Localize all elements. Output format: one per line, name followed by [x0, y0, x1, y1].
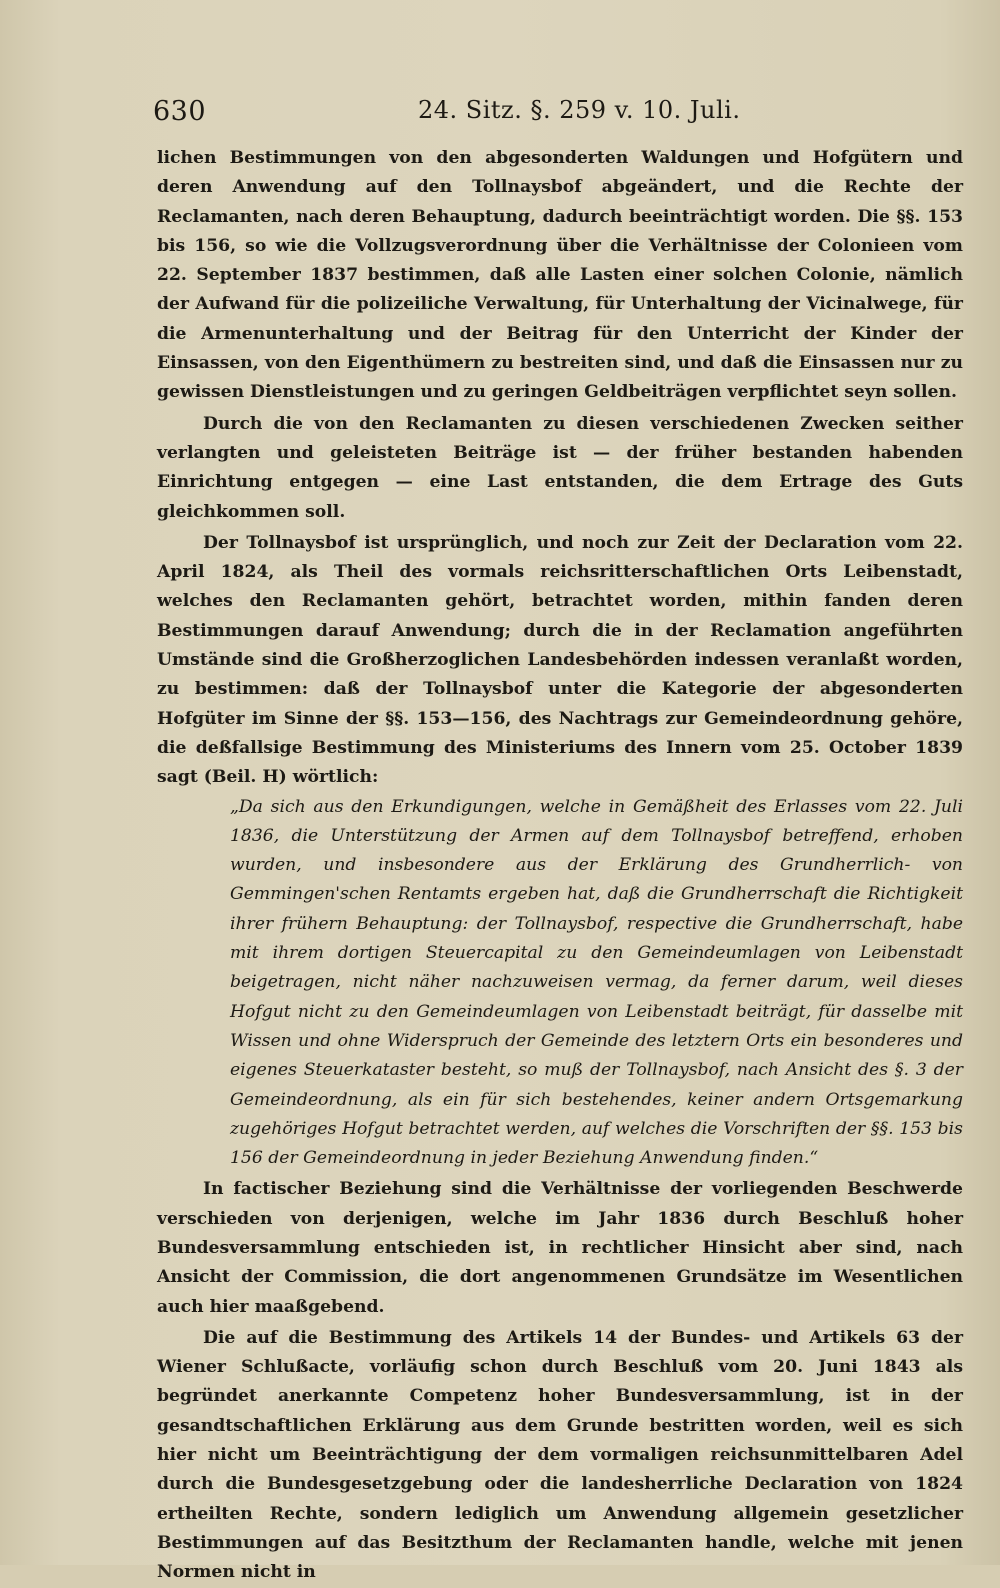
paragraph-5: Die auf die Bestimmung des Artikels 14 der Bundes- und Artikels 63 der Wiener Schlußacte, vorläufig schon durch Beschluß vom 20. Juni 1843 als begründet anerkannte Competenz hoher Bundesversammlung, ist in der gesandtschaftlichen Erklärung aus dem Grunde bestritten worden, weil es sich hier nicht um Beeinträchtigung der dem vormaligen reichsunmittelbaren Adel durch die Bundesgesetzgebung oder die landesherrliche Declaration von 1824 ertheilten Rechte, sondern lediglich um Anwendung allgemein gesetzlicher Bestimmungen auf das Besitzthum der Reclamanten handle, welche mit jenen Normen nicht in [157, 1327, 963, 1583]
paragraph-1: lichen Bestimmungen von den abgesonderten Waldungen und Hofgütern und deren Anwendung auf den Tollnaysbof abgeändert, und die Rechte der Reclamanten, nach deren Behauptung, dadurch beeinträchtigt worden. Die §§. 153 bis 156, so wie die Vollzugsverordnung über die Verhältnisse der Colonieen vom 22. September 1837 bestimmen, daß alle Lasten einer solchen Colonie, nämlich der Aufwand für die polizeiliche Verwaltung, für Unterhaltung der Vicinalwege, für die Armenunterhaltung und der Beitrag für den Unterricht der Kinder der Einsassen, von den Eigenthümern zu bestreiten sind, und daß die Einsassen nur zu gewissen Dienstleistungen und zu geringen Geldbeiträgen verpflichtet seyn sollen. [157, 148, 963, 403]
body-text [157, 144, 963, 1588]
paragraph-4: In factischer Beziehung sind die Verhältnisse der vorliegenden Beschwerde verschieden von derjenigen, welche im Jahr 1836 durch Beschluß hoher Bundesversammlung entschieden ist, in rechtlicher Hinsicht aber sind, nach Ansicht der Commission, die dort angenommenen Grundsätze im Wesentlichen auch hier maaßgebend. [157, 1179, 963, 1317]
page-header [153, 92, 965, 132]
paragraph-2: Durch die von den Reclamanten zu diesen verschiedenen Zwecken seither verlangten und geleisteten Beiträge ist — der früher bestanden habenden Einrichtung entgegen — eine Last entstanden, die dem Ertrage des Guts gleichkommen soll. [157, 413, 963, 522]
page-number: 630 [153, 96, 207, 127]
quoted-decision: „Da sich aus den Erkundigungen, welche in Gemäßheit des Erlasses vom 22. Juli 1836, die Unterstützung der Armen auf dem Tollnaysbof betreffend, erhoben wurden, und insbesondere aus der Erklärung des Grundherrlich- von Gemmingen'schen Rentamts ergeben hat, daß die Grundherrschaft die Richtigkeit ihrer frühern Behauptung: der Tollnaysbof, respective die Grundherrschaft, habe mit ihrem dortigen Steuercapital zu den Gemeindeumlagen von Leibenstadt beigetragen, nicht näher nachzuweisen vermag, da ferner darum, weil dieses Hofgut nicht zu den Gemeindeumlagen von Leibenstadt beiträgt, für dasselbe mit Wissen und ohne Widerspruch der Gemeinde des letztern Orts ein besonderes und eigenes Steuerkataster besteht, so muß der Tollnaysbof, nach Ansicht des §. 3 der Gemeindeordnung, als ein für sich bestehendes, keiner andern Ortsgemarkung zugehöriges Hofgut betrachtet werden, auf welches die Vorschriften der §§. 153 bis 156 der Gemeindeordnung in jeder Beziehung Anwendung finden.“ [230, 796, 963, 1169]
block-quote [230, 793, 963, 1174]
running-head: 24. Sitz. §. 259 v. 10. Juli. [418, 96, 741, 124]
paragraph-3: Der Tollnaysbof ist ursprünglich, und noch zur Zeit der Declaration vom 22. April 1824, als Theil des vormals reichsritterschaftlichen Orts Leibenstadt, welches den Reclamanten gehört, betrachtet worden, mithin fanden deren Bestimmungen darauf Anwendung; durch die in der Reclamation angeführten Umstände sind die Großherzoglichen Landesbehörden indessen veranlaßt worden, zu bestimmen: daß der Tollnaysbof unter die Kategorie der abgesonderten Hofgüter im Sinne der §§. 153—156, des Nachtrags zur Gemeindeordnung gehöre, die deßfallsige Bestimmung des Ministeriums des Innern vom 25. October 1839 sagt (Beil. H) wörtlich: [157, 532, 963, 788]
